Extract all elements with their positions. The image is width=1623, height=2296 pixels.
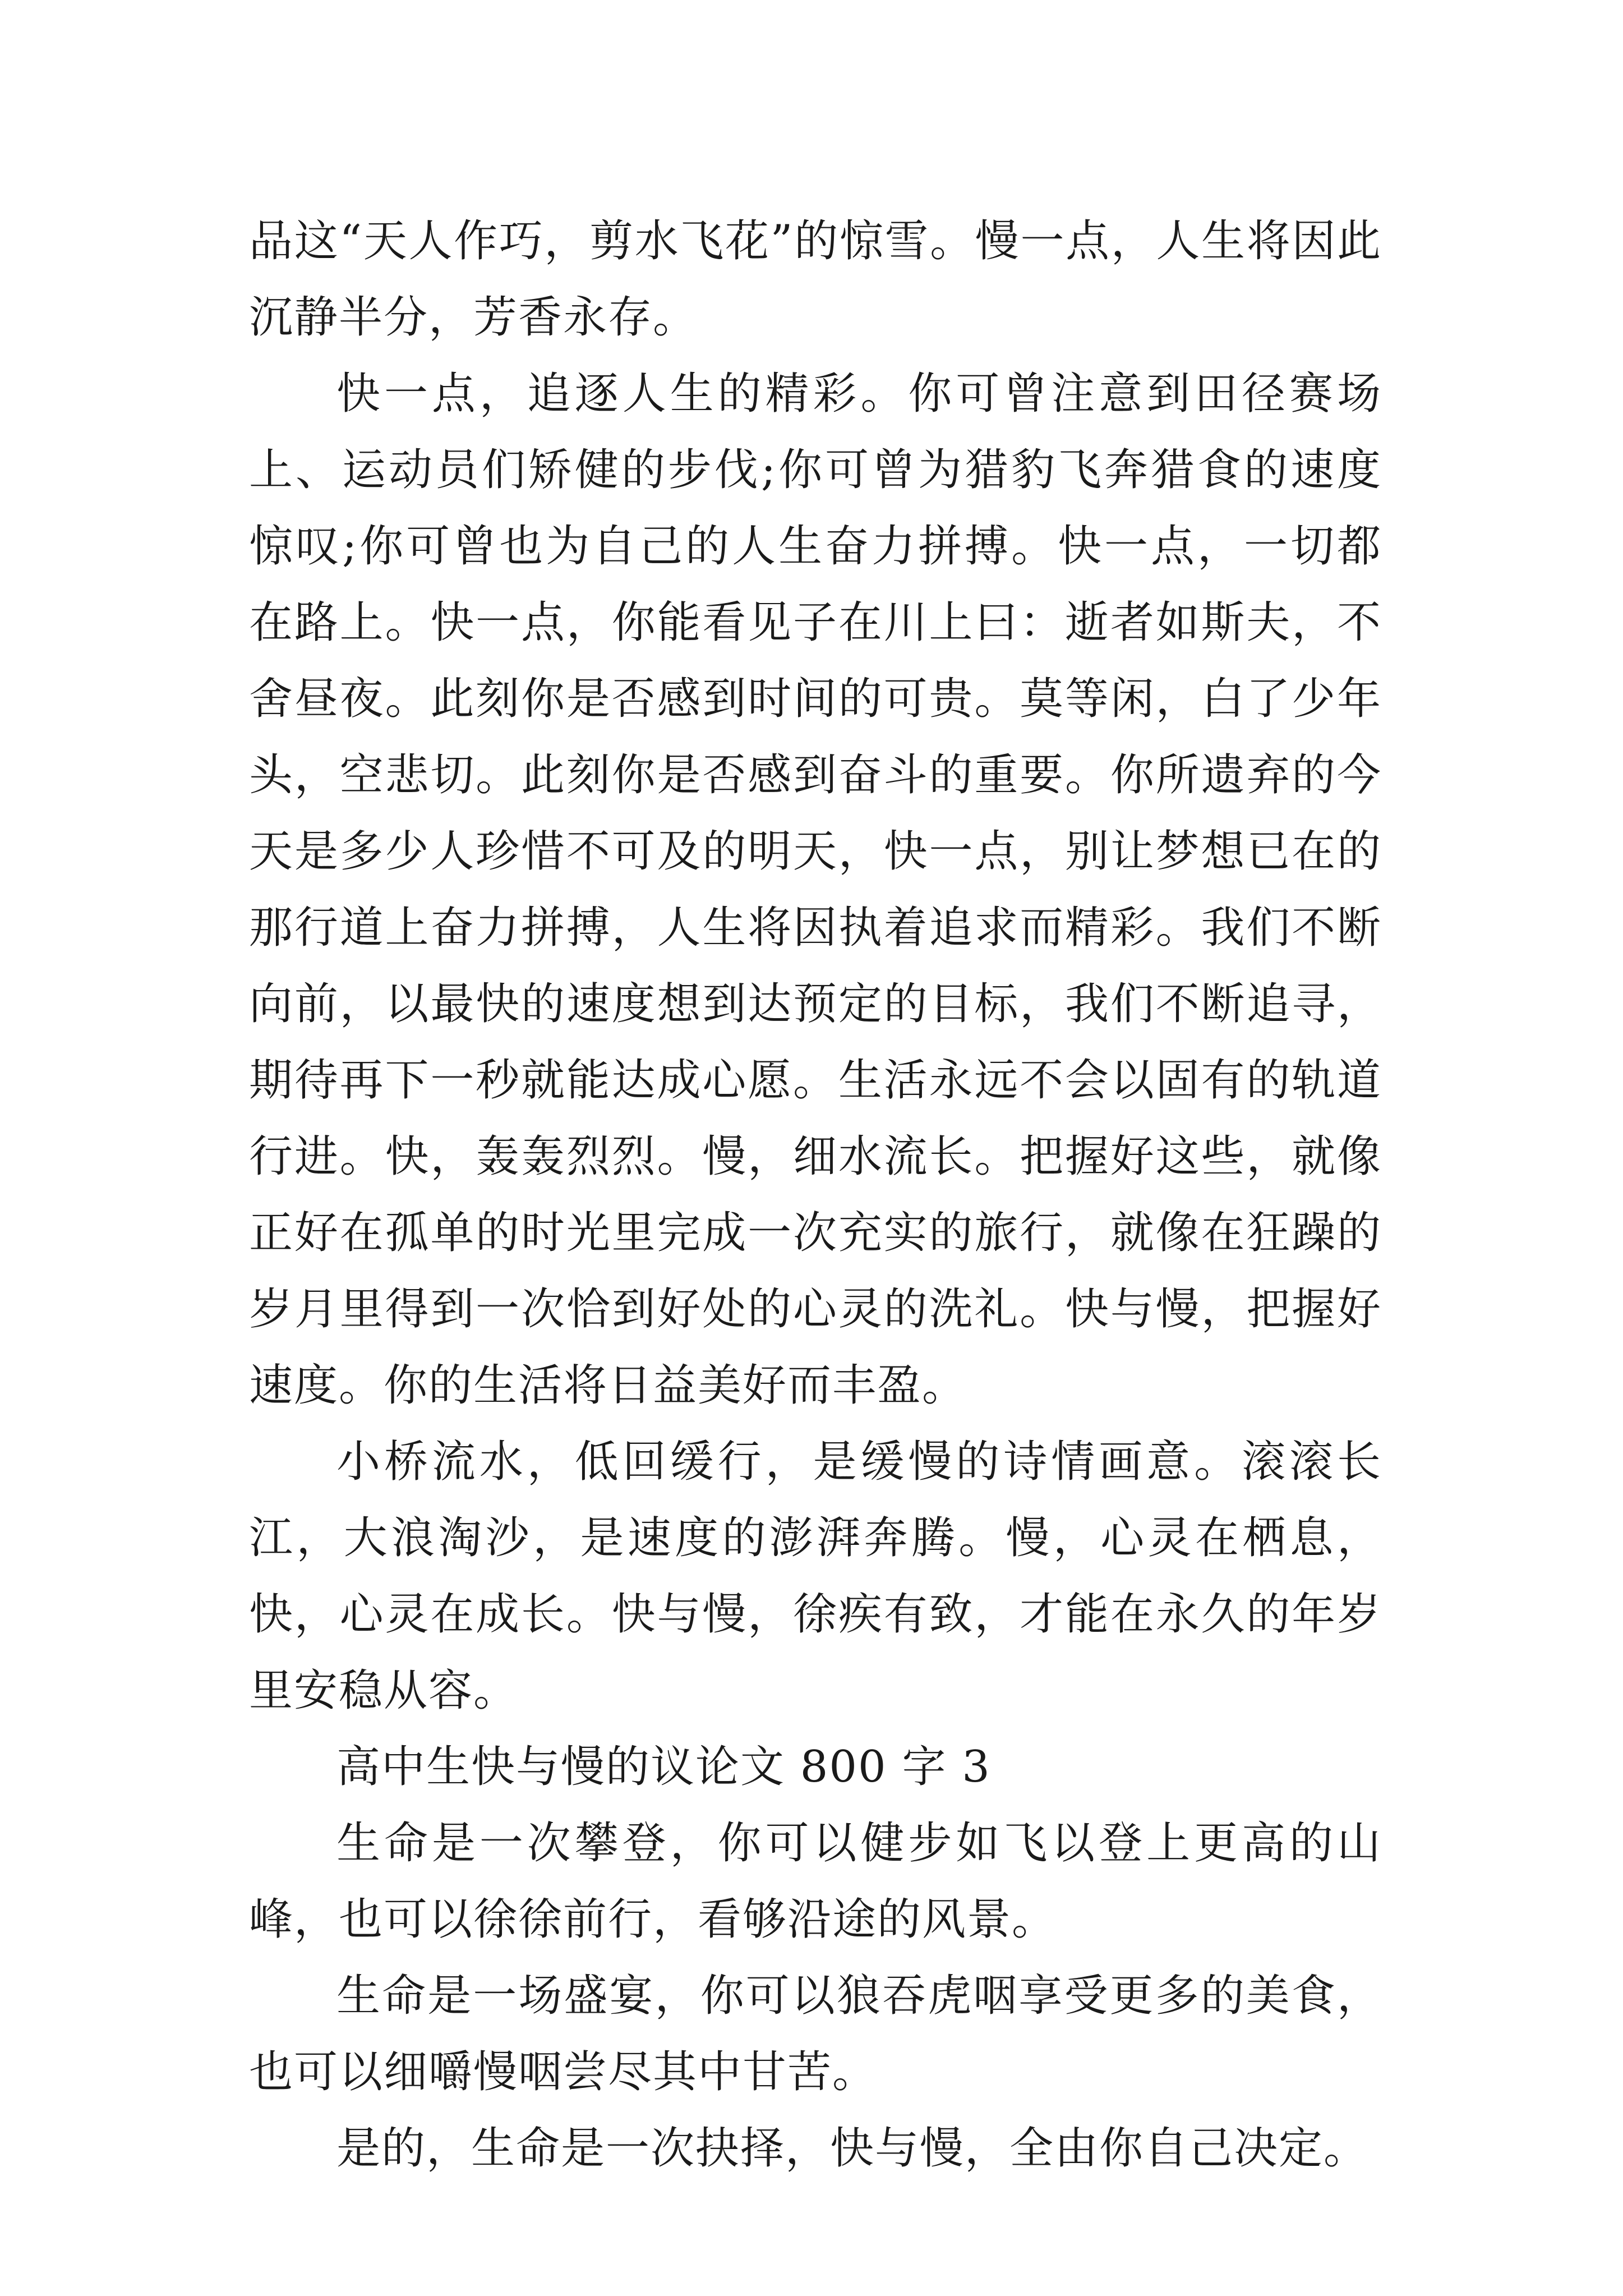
document-body (249, 203, 1382, 2187)
paragraph-4: 生命是一次攀登，你可以健步如飞以登上更高的山峰，也可以徐徐前行，看够沿途的风景。 (249, 1818, 1382, 1945)
paragraph-1: 品这“天人作巧，剪水飞花”的惊雪。慢一点，人生将因此沉静半分，芳香永存。 (249, 216, 1382, 343)
section-heading: 高中生快与慢的议论文 800 字 3 (336, 1742, 991, 1792)
paragraph-5: 生命是一场盛宴，你可以狼吞虎咽享受更多的美食，也可以细嚼慢咽尝尽其中甘苦。 (249, 1971, 1382, 2097)
paragraph-2: 快一点，追逐人生的精彩。你可曾注意到田径赛场上、运动员们矫健的步伐;你可曾为猎豹飞奔猎食的速度惊叹;你可曾也为自己的人生奋力拼搏。快一点，一切都在路上。快一点，你能看见子在川上曰：逝者如斯夫，不舍昼夜。此刻你是否感到时间的可贵。莫等闲，白了少年头，空悲切。此刻你是否感到奋斗的重要。你所遗弃的今天是多少人珍惜不可及的明天，快一点，别让梦想已在的那行道上奋力拼搏，人生将因执着追求而精彩。我们不断向前，以最快的速度想到达预定的目标，我们不断追寻，期待再下一秒就能达成心愿。生活永远不会以固有的轨道行进。快，轰轰烈烈。慢，细水流长。把握好这些，就像正好在孤单的时光里完成一次充实的旅行，就像在狂躁的岁月里得到一次恰到好处的心灵的洗礼。快与慢，把握好速度。你的生活将日益美好而丰盈。 (249, 369, 1382, 1411)
paragraph-6: 是的，生命是一次抉择，快与慢，全由你自己决定。 (336, 2123, 1369, 2174)
paragraph-3: 小桥流水，低回缓行，是缓慢的诗情画意。滚滚长江，大浪淘沙，是速度的澎湃奔腾。慢，心灵在栖息，快，心灵在成长。快与慢，徐疾有致，才能在永久的年岁里安稳从容。 (249, 1437, 1382, 1716)
